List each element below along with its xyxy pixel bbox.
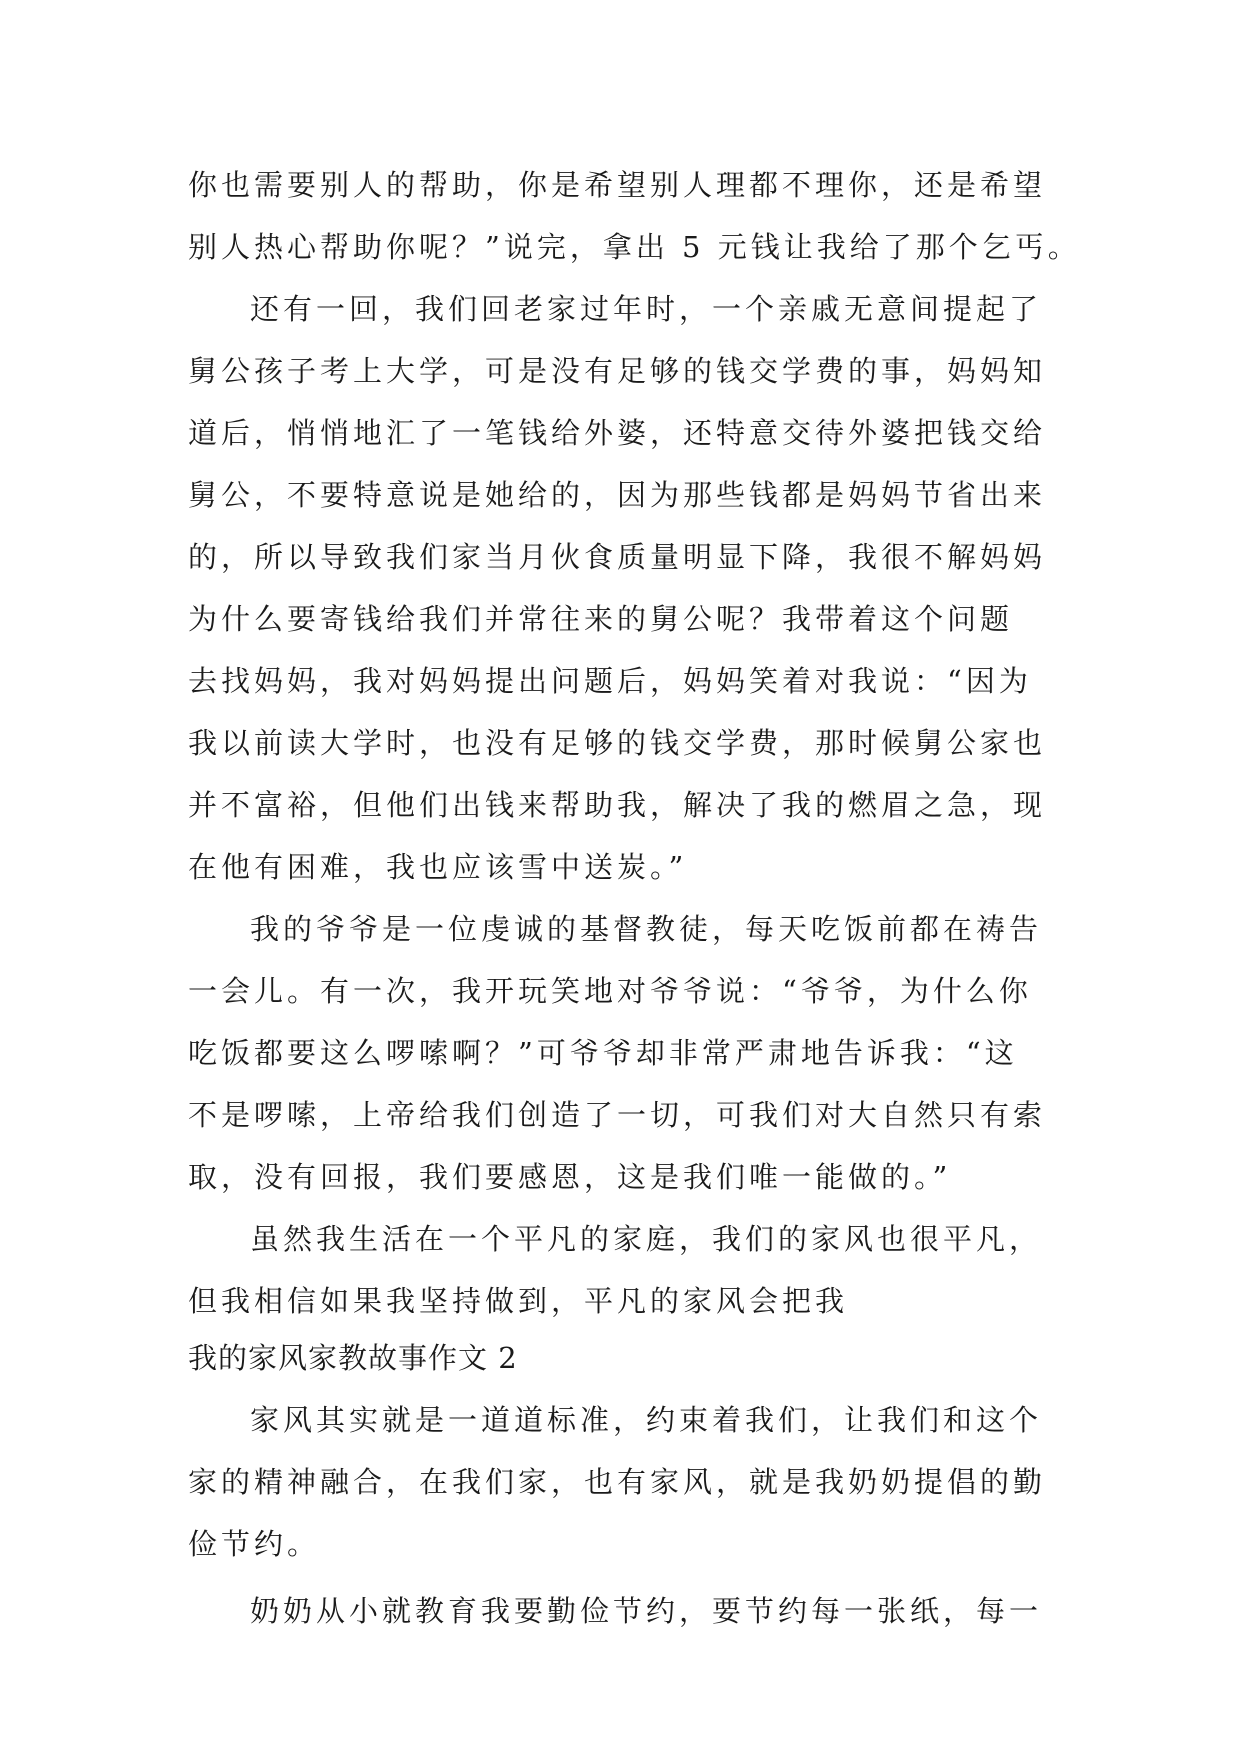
- text-line: 为什么要寄钱给我们并常往来的舅公呢？我带着这个问题: [188, 602, 1014, 636]
- text-line: 在他有困难，我也应该雪中送炭。”: [188, 850, 688, 884]
- paragraph-start-line: 奶奶从小就教育我要勤俭节约，要节约每一张纸，每一: [250, 1594, 1043, 1628]
- text-line: 吃饭都要这么啰嗦啊？”可爷爷却非常严肃地告诉我：“这: [188, 1036, 1018, 1070]
- text-line: 并不富裕，但他们出钱来帮助我，解决了我的燃眉之急，现: [188, 788, 1047, 822]
- text-line: 不是啰嗦，上帝给我们创造了一切，可我们对大自然只有索: [188, 1098, 1047, 1132]
- text-line: 舅公，不要特意说是她给的，因为那些钱都是妈妈节省出来: [188, 478, 1047, 512]
- text-line: 取，没有回报，我们要感恩，这是我们唯一能做的。”: [188, 1160, 952, 1194]
- text-line: 的，所以导致我们家当月伙食质量明显下降，我很不解妈妈: [188, 540, 1047, 574]
- text-line: 去找妈妈，我对妈妈提出问题后，妈妈笑着对我说：“因为: [188, 664, 1032, 698]
- text-line: 我以前读大学时，也没有足够的钱交学费，那时候舅公家也: [188, 726, 1047, 760]
- paragraph-start-line: 家风其实就是一道道标准，约束着我们，让我们和这个: [250, 1403, 1043, 1437]
- text-line: 你也需要别人的帮助，你是希望别人理都不理你，还是希望: [188, 168, 1047, 202]
- text-line: 俭节约。: [188, 1527, 321, 1561]
- paragraph-start-line: 还有一回，我们回老家过年时，一个亲戚无意间提起了: [250, 292, 1043, 326]
- paragraph-start-line: 我的爷爷是一位虔诚的基督教徒，每天吃饭前都在祷告: [250, 912, 1043, 946]
- text-line: 一会儿。有一次，我开玩笑地对爷爷说：“爷爷，为什么你: [188, 974, 1032, 1008]
- text-line: 但我相信如果我坚持做到，平凡的家风会把我: [188, 1284, 849, 1318]
- text-line: 舅公孩子考上大学，可是没有足够的钱交学费的事，妈妈知: [188, 354, 1047, 388]
- section-heading: 我的家风家教故事作文 2: [188, 1341, 518, 1375]
- text-line: 家的精神融合，在我们家，也有家风，就是我奶奶提倡的勤: [188, 1465, 1047, 1499]
- text-line: 道后，悄悄地汇了一笔钱给外婆，还特意交待外婆把钱交给: [188, 416, 1047, 450]
- text-line: 别人热心帮助你呢？”说完，拿出 5 元钱让我给了那个乞丐。: [188, 230, 1081, 264]
- paragraph-start-line: 虽然我生活在一个平凡的家庭，我们的家风也很平凡，: [250, 1222, 1043, 1256]
